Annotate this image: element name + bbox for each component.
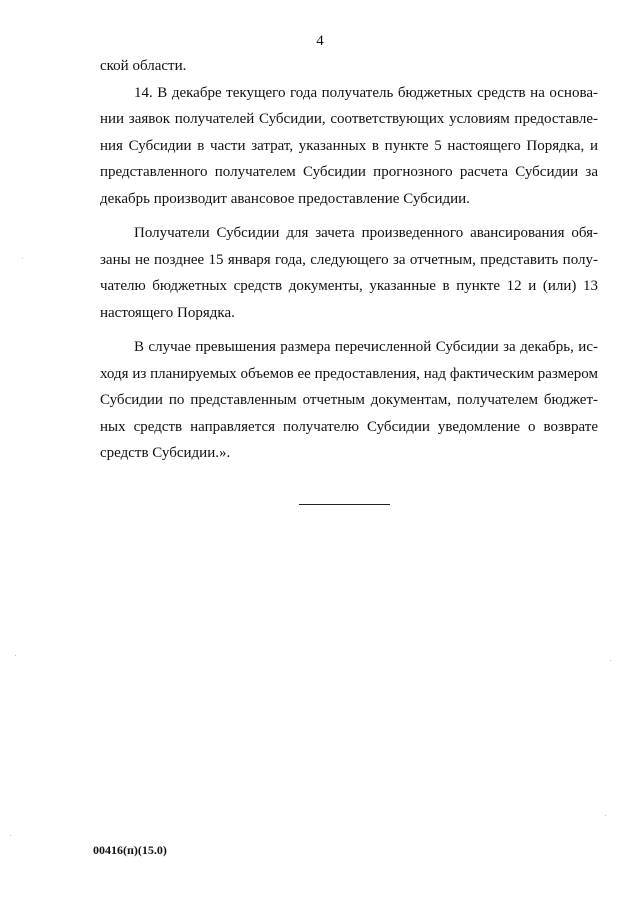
scan-speck [10, 835, 11, 836]
text-line: ской области. [100, 58, 187, 74]
page-number: 4 [316, 33, 324, 49]
text-line: ходя из планируемых объемов ее предоставления, над фактическим размером [100, 365, 598, 382]
scan-speck [22, 258, 23, 259]
text-line: средств Субсидии.». [100, 445, 231, 461]
document-code: 00416(п)(15.0) [93, 843, 167, 857]
text-line: декабрь производит авансовое предоставление Субсидии. [100, 190, 470, 207]
paragraph-recipients [100, 220, 598, 326]
scan-speck [15, 655, 16, 656]
paragraph-item-14 [100, 80, 598, 213]
paragraph-spacing [100, 212, 598, 220]
text-line: В случае превышения размера перечисленной Субсидии за декабрь, ис- [134, 339, 598, 355]
text-line: Получатели Субсидии для зачета произведенного авансирования обя- [134, 225, 598, 241]
text-line: представленного получателем Субсидии прогнозного расчета Субсидии за [100, 164, 598, 180]
text-line: настоящего Порядка. [100, 304, 235, 321]
text-line: ния Субсидии в части затрат, указанных в пункте 5 настоящего Порядка, и [100, 137, 598, 154]
end-separator-line [299, 504, 390, 505]
text-line: Субсидии по представленным отчетным документам, получателем бюджет- [100, 392, 598, 408]
scan-speck [605, 815, 606, 816]
paragraph-excess [100, 334, 598, 467]
text-line: заны не позднее 15 января года, следующего за отчетным, представить полу- [100, 251, 598, 268]
text-line: ных средств направляется получателю Субсидии уведомление о возврате [100, 418, 598, 435]
text-line: 14. В декабре текущего года получатель бюджетных средств на основа- [134, 84, 598, 101]
scan-speck [610, 660, 611, 661]
text-line: чателю бюджетных средств документы, указанные в пункте 12 и (или) 13 [100, 278, 598, 294]
text-line: нии заявок получателей Субсидии, соответствующих условиям предоставле- [100, 111, 598, 127]
paragraph-continuation [100, 53, 598, 80]
document-body [100, 53, 598, 467]
paragraph-spacing [100, 326, 598, 334]
